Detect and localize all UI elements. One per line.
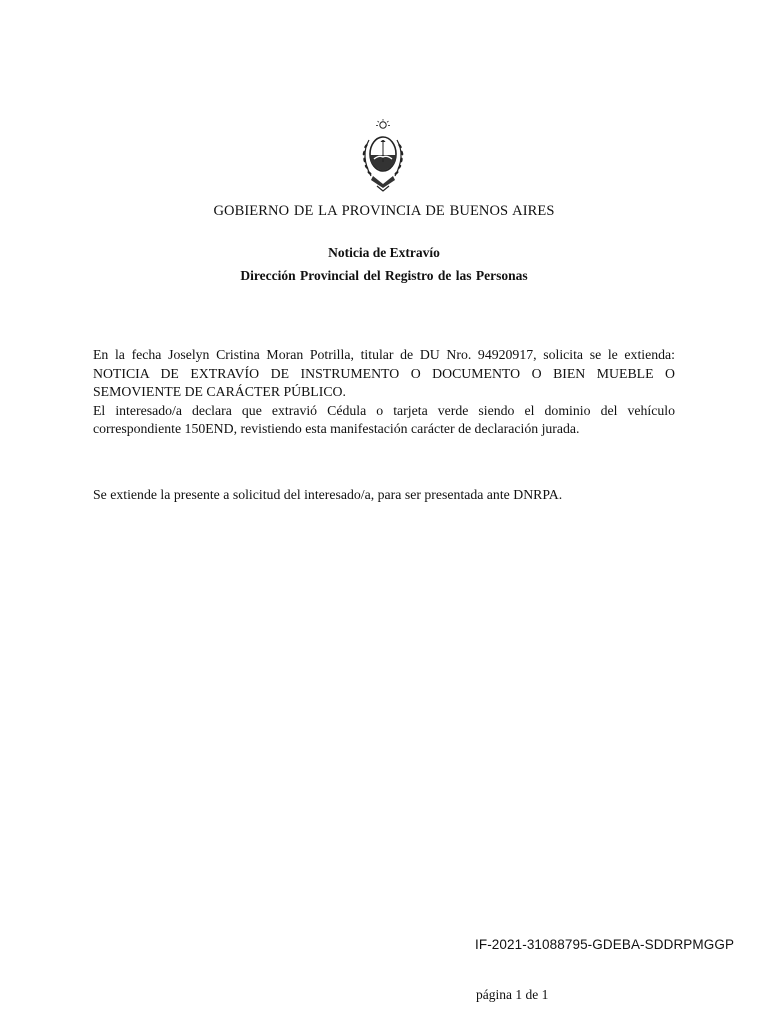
province-coat-of-arms-icon [357, 118, 409, 192]
page-number: página 1 de 1 [476, 987, 549, 1002]
body-line-notice-type: NOTICIA DE EXTRAVÍO DE INSTRUMENTO O DOCUMENTO O BIEN MUEBLE O [93, 365, 675, 381]
body-line-declaration: El interesado/a declara que extravió Cédula o tarjeta verde siendo el dominio del vehículo [93, 402, 675, 418]
body-line-declaration-cont: correspondiente 150END, revistiendo esta manifestación carácter de declaración jurada. [93, 421, 580, 436]
government-heading: GOBIERNO DE LA PROVINCIA DE BUENOS AIRES [213, 203, 555, 219]
closing-statement: Se extiende la presente a solicitud del interesado/a, para ser presentada ante DNRPA. [93, 487, 563, 502]
document-id: IF-2021-31088795-GDEBA-SDDRPMGGP [475, 937, 735, 952]
declaration-body [93, 346, 675, 439]
issuing-office: Dirección Provincial del Registro de las Personas [240, 268, 528, 283]
body-line-notice-type-cont: SEMOVIENTE DE CARÁCTER PÚBLICO. [93, 384, 346, 399]
document-title: Noticia de Extravío [328, 245, 440, 260]
body-line-applicant: En la fecha Joselyn Cristina Moran Potrilla, titular de DU Nro. 94920917, solicita se le extienda: [93, 347, 675, 362]
